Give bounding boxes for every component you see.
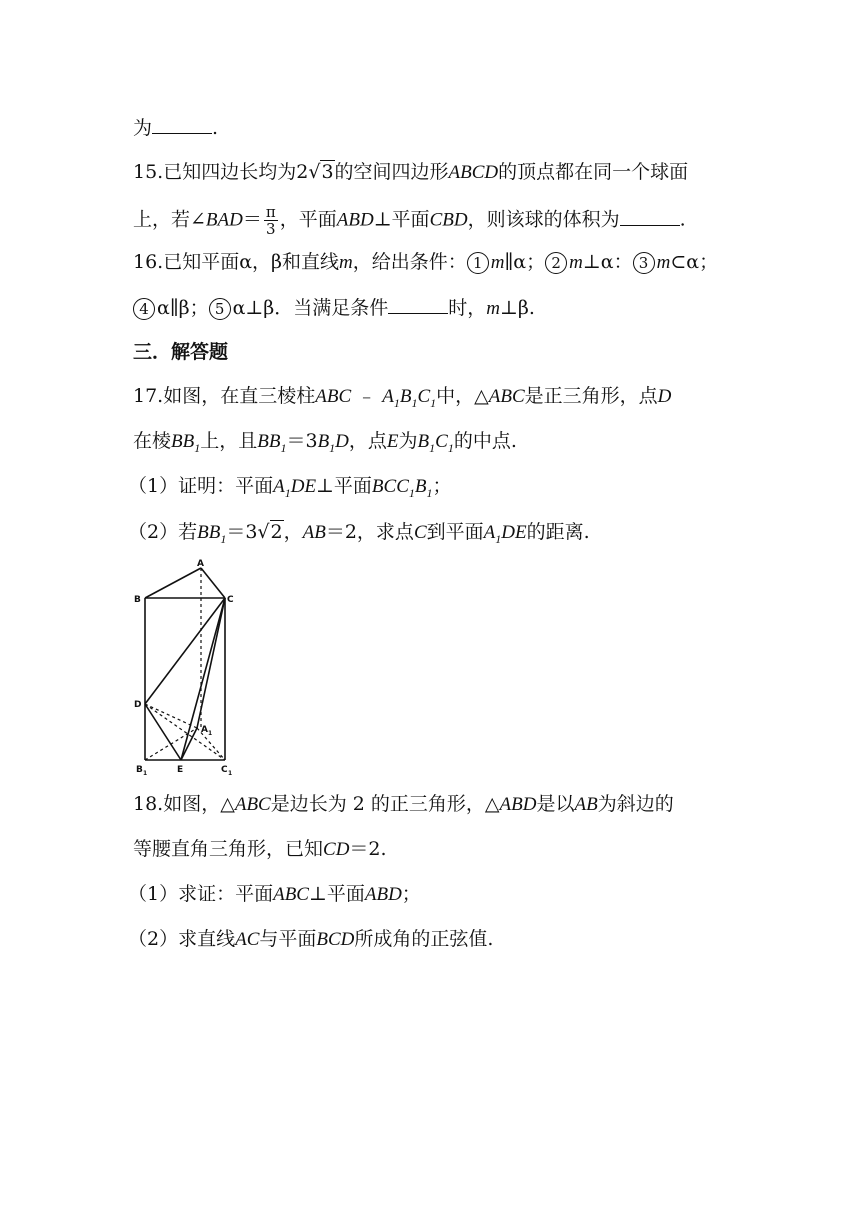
label-c: C xyxy=(227,595,234,605)
text: 的中点. xyxy=(453,430,517,452)
q15-line2 xyxy=(133,204,686,237)
label-c1: C xyxy=(221,765,228,775)
fraction xyxy=(264,204,278,237)
text: 在棱 xyxy=(133,430,172,452)
variable-b1c1: $B_1C_1$ xyxy=(417,431,454,455)
text: . xyxy=(212,117,219,139)
text: ＝3 xyxy=(226,521,258,543)
q18-line2 xyxy=(133,837,387,862)
q17-part2 xyxy=(128,520,590,546)
variable: m xyxy=(656,252,671,273)
label-b1-sub: 1 xyxy=(143,770,148,777)
text: 已知平面α，β和直线 xyxy=(163,251,340,273)
text: 是正三角形，点 xyxy=(524,385,658,407)
text: ∥α； xyxy=(504,251,546,273)
text: ⊥α： xyxy=(582,251,633,273)
label-e: E xyxy=(177,765,184,775)
variable: E xyxy=(386,431,399,452)
q18-part1 xyxy=(128,882,421,907)
text: ⊥平面 xyxy=(316,475,372,497)
variable: AC xyxy=(235,929,260,950)
variable-a1b1c1: $A_1B_1C_1$ xyxy=(382,386,437,410)
text: ； xyxy=(401,883,421,905)
text: 等腰直角三角形，已知 xyxy=(133,838,324,860)
answer-blank xyxy=(152,115,212,134)
text: ＝2，求点 xyxy=(325,521,414,543)
variable: BAD xyxy=(205,209,243,231)
variable-a1de: $A_1DE$ xyxy=(273,476,317,500)
label-a: A xyxy=(197,559,204,569)
text: ，点 xyxy=(348,430,387,452)
radicand: 3 xyxy=(321,161,334,183)
text: 如图，△ xyxy=(163,793,235,815)
text: ⊂α； xyxy=(670,251,719,273)
circled-number: 3 xyxy=(633,252,655,274)
variable-bb1: $BB_1$ xyxy=(197,522,227,546)
circled-number: 2 xyxy=(545,252,567,274)
variable-bcc1b1: $BCC_1B_1$ xyxy=(371,476,433,500)
variable: ABC xyxy=(273,884,309,905)
text: （1）证明：平面 xyxy=(128,475,274,497)
variable: m xyxy=(486,298,501,319)
q18-part2 xyxy=(128,927,493,952)
text: 2 xyxy=(296,161,309,183)
question-number: 15. xyxy=(133,161,164,183)
text: ； xyxy=(432,475,452,497)
text: ⊥β. xyxy=(500,297,535,319)
text: 是边长为 2 的正三角形，△ xyxy=(270,793,500,815)
q15-line1 xyxy=(133,160,688,185)
variable: ABD xyxy=(336,209,374,231)
variable: ABC xyxy=(234,794,271,815)
variable: ABD xyxy=(499,794,537,815)
label-a1-sub: 1 xyxy=(208,730,213,737)
variable-a1de: $A_1DE$ xyxy=(483,522,527,546)
variable: ABC xyxy=(315,386,352,407)
circled-number: 4 xyxy=(133,298,155,320)
text: 时， xyxy=(448,297,487,319)
variable: C xyxy=(413,522,427,543)
text: ， xyxy=(283,521,303,543)
answer-blank xyxy=(620,207,680,226)
text: ，则该球的体积为 xyxy=(467,208,620,231)
radicand: 2 xyxy=(270,521,283,543)
text: ，平面 xyxy=(279,208,337,231)
variable: ABC xyxy=(488,386,525,407)
text: 的顶点都在同一个球面 xyxy=(498,161,689,183)
variable: AB xyxy=(302,522,326,543)
variable: m xyxy=(490,252,505,273)
variable: ABCD xyxy=(448,162,499,183)
variable-bb1: $BB_1$ xyxy=(171,431,201,455)
numerator: π xyxy=(265,203,276,221)
text: ，给出条件： xyxy=(352,251,467,273)
text: 是以 xyxy=(536,793,575,815)
variable: AB xyxy=(574,794,598,815)
variable: m xyxy=(569,252,583,273)
text: （2）若 xyxy=(128,521,198,543)
text: . xyxy=(679,208,686,231)
text: 所成角的正弦值. xyxy=(354,928,494,950)
answer-blank xyxy=(388,295,448,314)
q18-line1 xyxy=(133,792,674,817)
text: ⊥平面 xyxy=(373,208,430,231)
text: 如图，在直三棱柱 xyxy=(163,385,316,407)
q16-line1 xyxy=(133,250,718,275)
q16-line2 xyxy=(133,295,535,321)
text: 中，△ xyxy=(436,385,489,407)
question-number: 18. xyxy=(133,793,164,815)
question-number: 16. xyxy=(133,251,164,273)
q17-line2 xyxy=(133,429,517,455)
variable: CD xyxy=(323,839,350,860)
section-heading: 三．解答题 xyxy=(133,341,229,363)
edge-ac xyxy=(201,568,225,598)
edge-ec xyxy=(181,598,225,760)
circled-number: 5 xyxy=(209,298,231,320)
circled-number: 1 xyxy=(467,252,489,274)
text: 上，若∠ xyxy=(133,208,206,231)
variable: D xyxy=(657,386,672,407)
variable: CBD xyxy=(429,209,468,231)
text: ﹣ xyxy=(351,385,383,407)
denominator: 3 xyxy=(266,220,276,238)
text: ⊥平面 xyxy=(308,883,365,905)
text: ＝ xyxy=(242,208,262,231)
variable-bb1: $BB_1$ xyxy=(257,431,287,455)
label-c1-sub: 1 xyxy=(228,770,233,777)
sqrt-expression: √2 xyxy=(257,521,283,543)
text: （1）求证：平面 xyxy=(128,883,274,905)
text: 的空间四边形 xyxy=(334,161,449,183)
text: α⊥β．当满足条件 xyxy=(232,297,389,319)
label-a1: A xyxy=(201,725,208,735)
label-b1: B xyxy=(136,765,143,775)
label-b: B xyxy=(134,595,141,605)
sqrt-expression: √3 xyxy=(308,161,334,183)
q17-part1 xyxy=(128,474,452,500)
text: 上，且 xyxy=(200,430,258,452)
question-number: 17. xyxy=(133,385,164,407)
text: （2）求直线 xyxy=(128,928,236,950)
text: 为斜边的 xyxy=(597,793,674,815)
label-d: D xyxy=(134,700,142,710)
text: 到平面 xyxy=(426,521,484,543)
text: 为 xyxy=(133,117,153,139)
text: 的距离. xyxy=(526,521,590,543)
variable: m xyxy=(339,252,353,273)
text: 与平面 xyxy=(259,928,317,950)
text: 已知四边长均为 xyxy=(163,161,297,183)
text: α∥β； xyxy=(157,297,209,319)
edge-ba xyxy=(145,568,201,598)
text: 为 xyxy=(398,430,418,452)
q14-tail xyxy=(133,115,218,140)
variable-b1d: $B_1D$ xyxy=(317,431,349,455)
prism-figure xyxy=(133,556,248,778)
text: ＝2. xyxy=(349,838,387,860)
text: ＝3 xyxy=(286,430,318,452)
variable: ABD xyxy=(364,884,402,905)
variable: BCD xyxy=(316,929,355,950)
q17-line1 xyxy=(133,384,671,410)
